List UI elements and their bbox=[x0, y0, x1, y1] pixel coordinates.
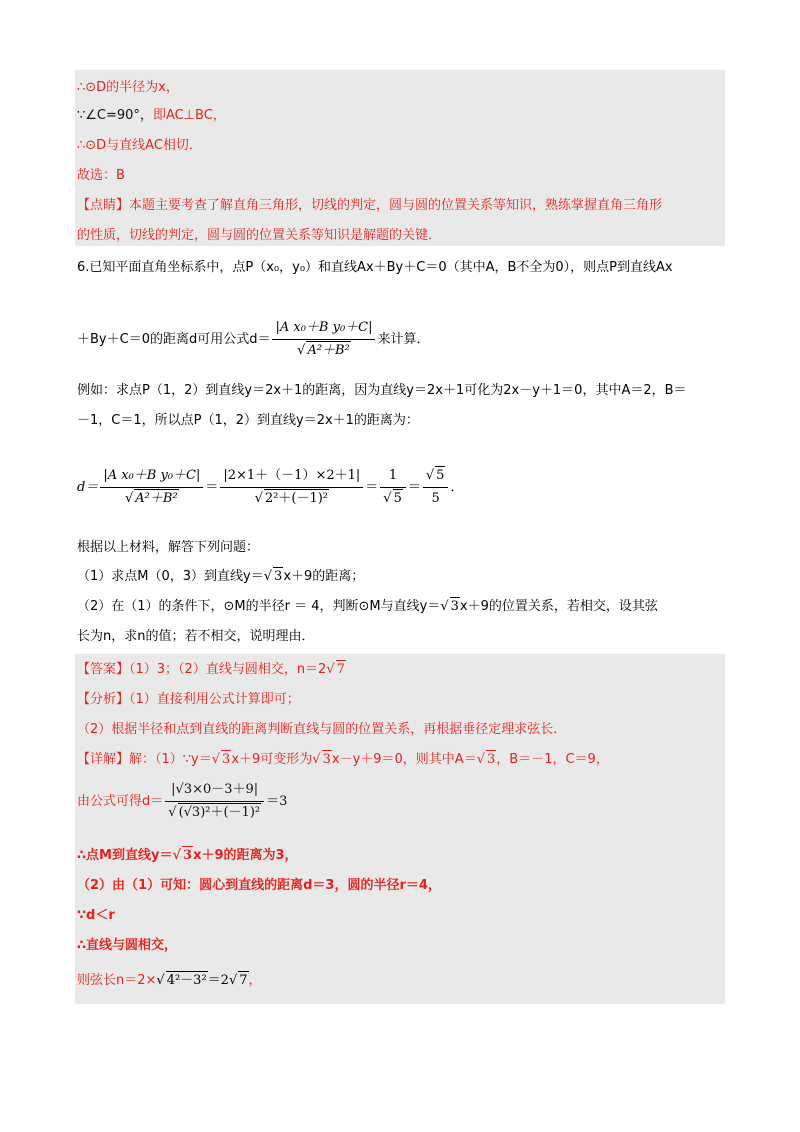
question-part-1: （1）求点M（0，3）到直线y＝√ 3x＋9的距离； bbox=[77, 569, 365, 584]
solution-line: ∵∠C=90°，即AC⊥BC， bbox=[77, 108, 226, 123]
detail-line: ∴点M到直线y＝√ 3x＋9的距离为3， bbox=[77, 848, 298, 863]
detail-line: ∴直线与圆相交， bbox=[77, 938, 178, 953]
question-part-2: （2）在（1）的条件下，⊙M的半径r ＝ 4，判断⊙M与直线y＝√ 3x＋9的位置关系，若相交，设其弦 bbox=[77, 599, 658, 614]
analysis-line: 【分析】（1）直接利用公式计算即可； bbox=[77, 692, 300, 707]
solution-line: ∴⊙D与直线AC相切． bbox=[77, 138, 202, 153]
detail-line: 【详解】解：（1）∵y＝√ 3x＋9可变形为√ 3x－y＋9＝0，则其中A＝√ 3，B＝－1，C＝9， bbox=[77, 752, 609, 767]
solution-line: ∴⊙D的半径为x， bbox=[77, 80, 179, 95]
detail-line: 则弦长n＝2×√ 4²－3²＝2√ 7， bbox=[77, 973, 262, 988]
question-text: 例如：求点P（1，2）到直线y＝2x＋1的距离，因为直线y＝2x＋1可化为2x－y＋1＝0，其中A＝2，B＝ bbox=[77, 383, 687, 398]
detail-line: ∵d＜r bbox=[77, 908, 115, 923]
answer-choice: 故选：B bbox=[77, 168, 125, 183]
detail-line: （2）由（1）可知：圆心到直线的距离d＝3，圆的半径r＝4， bbox=[77, 878, 441, 893]
analysis-line: （2）根据半径和点到直线的距离判断直线与圆的位置关系，再根据垂径定理求弦长． bbox=[77, 722, 567, 737]
question-text: 6.已知平面直角坐标系中，点P（x₀，y₀）和直线Ax＋By＋C＝0（其中A，B不全为0），则点P到直线Ax bbox=[77, 260, 673, 275]
detail-formula: 由公式可得d＝ $\frac{|√3\times 0-3+9|}{\text{√ (√3)²＋(－1)²}}$ ＝3 bbox=[77, 782, 288, 820]
question-text: 根据以上材料，解答下列问题： bbox=[77, 540, 260, 555]
comment-line: 的性质，切线的判定，圆与圆的位置关系等知识是解题的关键． bbox=[77, 228, 442, 243]
distance-formula: $\frac{\text{|A x₀＋B y₀＋C|}}{\text{√ A²＋B²}}$ bbox=[272, 318, 375, 361]
answer-line: 【答案】（1）3；（2）直线与圆相交，n＝2√ 7 bbox=[77, 662, 345, 677]
question-text: －1，C＝1，所以点P（1，2）到直线y＝2x＋1的距离为： bbox=[77, 413, 419, 428]
comment-line: 【点睛】本题主要考查了解直角三角形，切线的判定，圆与圆的位置关系等知识，熟练掌握直角三角形 bbox=[77, 198, 663, 213]
question-text: 长为n，求n的值；若不相交，说明理由． bbox=[77, 629, 315, 644]
example-formula: d＝ $\frac{\text{|A x₀＋B y₀＋C|}}{\text{√ A²＋B²}}$ ＝ $\frac{|2\times 1+(-1)\times 2+1|}{\text{√ 2²＋(－1)²}}$ ＝ $\frac{1}{√ 5}$ ＝ $\frac{√ 5}{5}$ ． bbox=[77, 468, 464, 506]
question-formula-line: ＋By＋C＝0的距离d可用公式d＝ $\frac{\text{|A x₀＋B y₀＋C|}}{\text{√ A²＋B²}}$ 来计算． bbox=[77, 318, 430, 362]
